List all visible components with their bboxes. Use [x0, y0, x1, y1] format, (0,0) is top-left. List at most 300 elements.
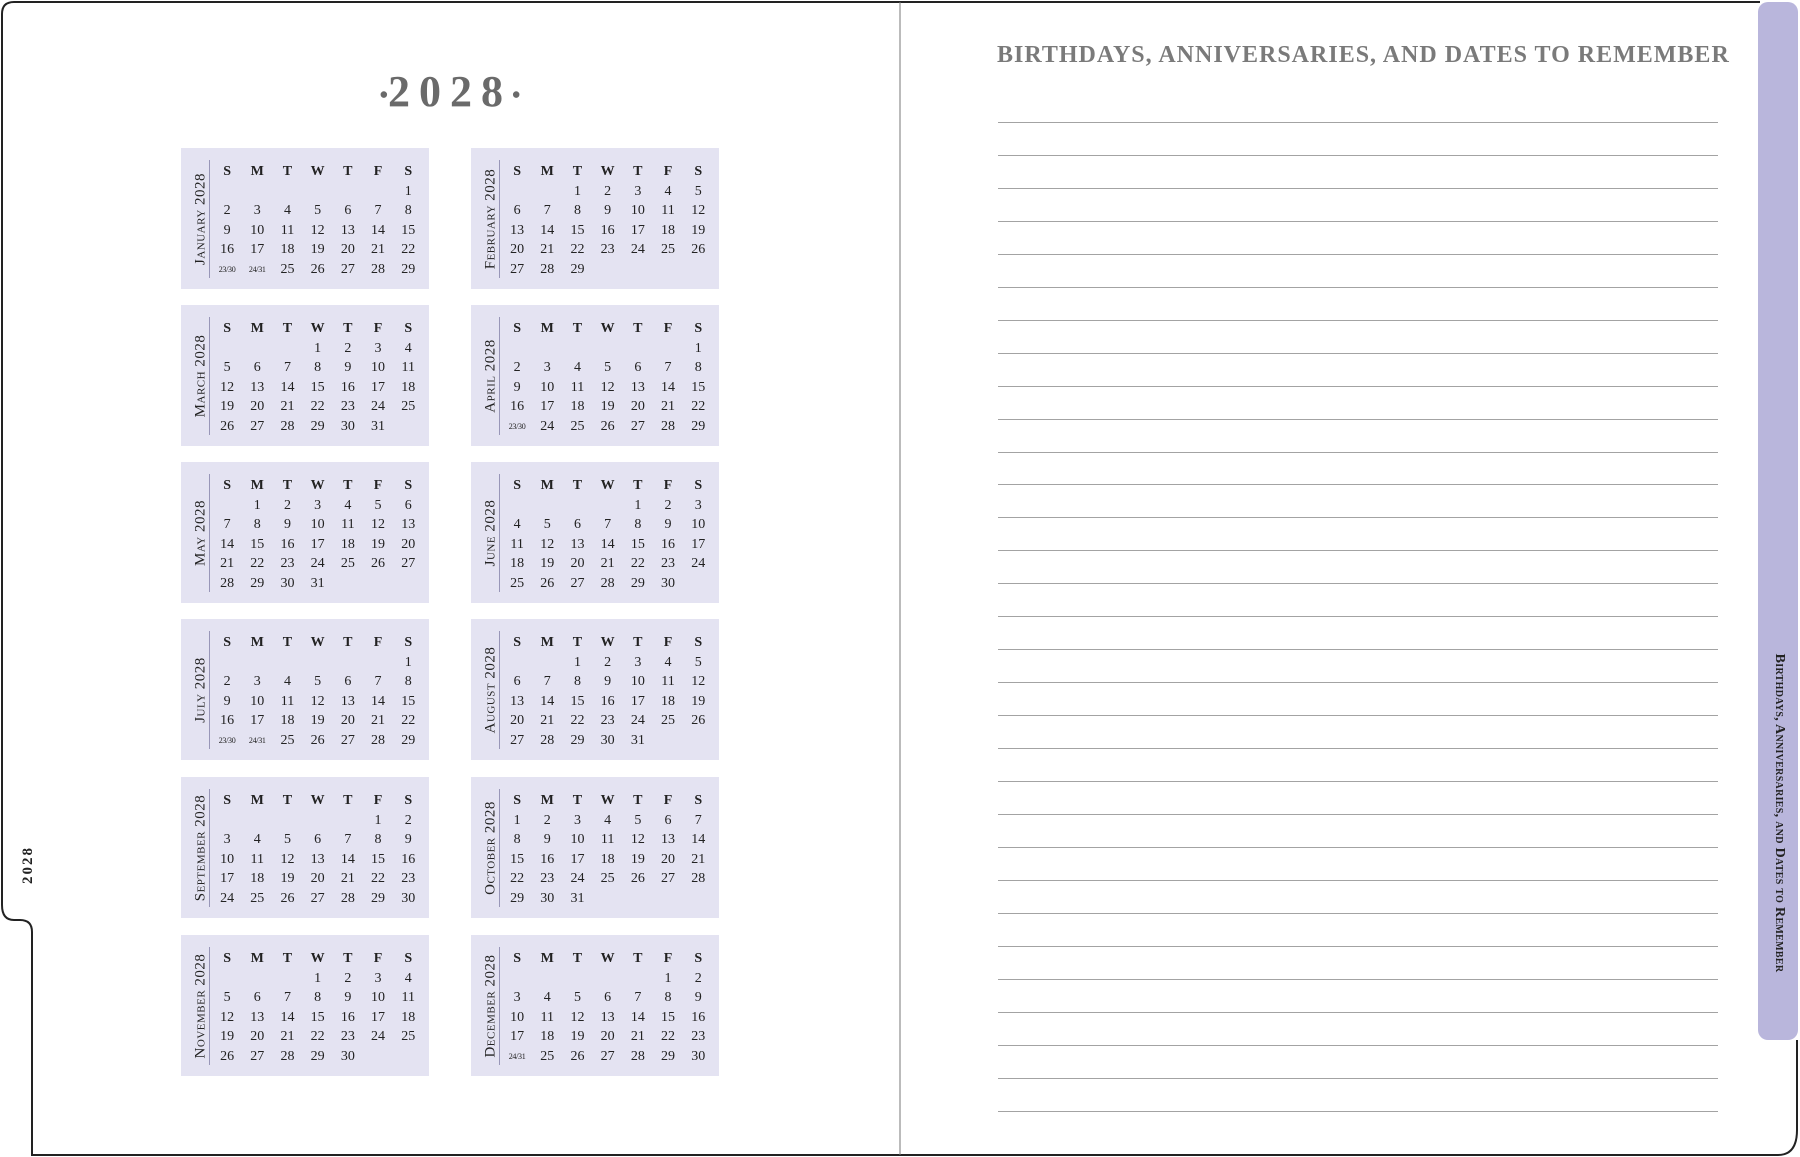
day-cell: 11 [570, 379, 585, 395]
week-row [502, 1047, 713, 1067]
day-cell: 10 [540, 379, 555, 395]
week-row [502, 731, 713, 751]
week-row [212, 182, 423, 202]
writing-line [998, 682, 1718, 683]
day-cell: 29 [371, 890, 386, 906]
day-cell: 14 [371, 222, 386, 238]
week-row [502, 201, 713, 221]
day-cell: 24 [630, 713, 645, 728]
day-cell: 16 [401, 851, 416, 867]
day-cell [623, 339, 653, 359]
day-cell: 22 [661, 1029, 676, 1044]
day-cell [683, 260, 713, 280]
day-cell: 11 [341, 517, 355, 532]
day-cell: 25 [340, 556, 355, 571]
day-cell: 27 [340, 732, 355, 748]
day-cell: 23/30 [218, 735, 236, 745]
weekday-header: T [282, 164, 293, 179]
day-cell: 7 [543, 203, 551, 218]
day-cell [593, 496, 623, 516]
weekday-header: W [310, 951, 325, 966]
day-cell: 9 [404, 832, 412, 847]
month-name-separator [499, 317, 500, 435]
day-cell: 24 [630, 242, 645, 257]
day-cell: 20 [401, 536, 416, 552]
weekday-header: W [600, 321, 615, 336]
day-cell: 16 [691, 1009, 706, 1025]
day-cell: 15 [371, 851, 386, 867]
week-row [502, 417, 713, 437]
day-cell: 7 [604, 517, 612, 532]
day-cell: 14 [540, 222, 555, 238]
weekday-header: W [600, 951, 615, 966]
weekday-header: M [540, 951, 554, 966]
weekday-header: S [694, 321, 703, 336]
writing-line [998, 1111, 1718, 1112]
day-cell: 24/31 [248, 264, 266, 274]
day-cell: 2 [404, 812, 412, 828]
writing-line [998, 155, 1718, 156]
day-cell: 29 [250, 575, 265, 591]
day-cell: 28 [340, 890, 355, 906]
day-cell: 24 [570, 871, 585, 886]
week-row [212, 397, 423, 417]
weekday-header: S [404, 164, 413, 179]
day-cell: 9 [604, 674, 612, 689]
day-cell: 13 [510, 222, 525, 238]
day-cell: 17 [220, 871, 235, 886]
day-cell: 6 [344, 674, 352, 689]
day-cell: 22 [570, 713, 585, 728]
week-row [502, 850, 713, 870]
week-row [502, 969, 713, 989]
day-cell: 1 [314, 340, 322, 356]
month-day-table [212, 162, 423, 279]
day-cell [393, 1047, 423, 1067]
weekday-header: S [694, 635, 703, 650]
day-cell: 18 [570, 399, 585, 414]
day-cell: 18 [340, 536, 355, 552]
weekday-header: T [633, 478, 643, 493]
day-cell: 22 [250, 556, 265, 571]
weekday-header: S [223, 793, 231, 808]
day-cell: 25 [250, 890, 265, 906]
day-cell: 5 [573, 990, 581, 1005]
month-calendar [471, 777, 719, 918]
day-cell: 23 [691, 1029, 706, 1044]
week-row [212, 496, 423, 516]
weekday-header: S [223, 321, 231, 336]
day-cell [393, 417, 423, 437]
day-cell: 22 [371, 871, 386, 886]
day-cell: 8 [513, 832, 521, 847]
day-cell: 3 [513, 990, 521, 1005]
weekday-header: S [513, 793, 521, 808]
week-row [502, 869, 713, 889]
day-cell: 3 [374, 970, 382, 986]
day-cell: 25 [280, 732, 295, 748]
day-cell: 14 [280, 379, 295, 395]
day-cell: 21 [280, 399, 295, 414]
weekday-header: S [513, 478, 521, 493]
day-cell: 4 [404, 340, 412, 356]
week-row [502, 397, 713, 417]
day-cell: 27 [401, 556, 416, 571]
day-cell [593, 889, 623, 909]
day-cell: 28 [280, 1048, 295, 1064]
weekday-header: M [540, 793, 554, 808]
month-name-separator [499, 160, 500, 278]
weekday-header: T [633, 635, 643, 650]
weekday-header: W [310, 164, 325, 179]
day-cell [683, 731, 713, 751]
week-row [212, 515, 423, 535]
day-cell: 31 [310, 575, 325, 591]
day-cell: 1 [513, 812, 521, 828]
weekday-header: T [633, 321, 643, 336]
day-cell: 17 [540, 399, 555, 414]
day-cell: 31 [630, 732, 645, 748]
day-cell [532, 496, 562, 516]
day-cell: 9 [543, 832, 551, 847]
writing-line [998, 287, 1718, 288]
day-cell: 25 [600, 871, 615, 886]
month-day-table [212, 319, 423, 436]
day-cell: 17 [250, 713, 265, 728]
day-cell: 5 [283, 832, 291, 847]
day-cell: 10 [220, 851, 235, 867]
day-cell: 11 [280, 222, 295, 238]
year-tab-label: 2028 [19, 846, 36, 884]
writing-line [998, 320, 1718, 321]
day-cell: 6 [314, 832, 322, 847]
day-cell: 15 [250, 536, 265, 552]
weekday-header: W [600, 164, 615, 179]
weekday-header: M [540, 321, 554, 336]
weekday-header: S [513, 164, 521, 179]
day-cell: 2 [604, 654, 612, 670]
week-row [212, 811, 423, 831]
month-day-table [502, 162, 713, 279]
weekday-header-row [502, 162, 713, 182]
week-row [212, 692, 423, 712]
writing-line [998, 484, 1718, 485]
day-cell: 5 [694, 183, 702, 199]
day-cell: 22 [310, 1029, 325, 1044]
day-cell: 7 [374, 203, 382, 218]
week-row [502, 692, 713, 712]
week-row [212, 554, 423, 574]
weekday-header: F [663, 164, 673, 179]
day-cell: 30 [600, 732, 615, 748]
week-row [502, 496, 713, 516]
day-cell: 16 [661, 536, 676, 552]
week-row [502, 240, 713, 260]
day-cell: 19 [630, 851, 645, 867]
day-cell [303, 182, 333, 202]
day-cell: 21 [340, 871, 355, 886]
week-row [502, 672, 713, 692]
day-cell: 24 [310, 556, 325, 571]
day-cell: 19 [280, 871, 295, 886]
day-cell: 8 [253, 517, 261, 532]
weekday-header: M [540, 635, 554, 650]
day-cell: 13 [340, 693, 355, 709]
day-cell: 27 [630, 418, 645, 434]
day-cell [532, 653, 562, 673]
weekday-header: T [343, 951, 353, 966]
day-cell: 17 [630, 693, 645, 709]
month-name: April 2028 [482, 338, 499, 413]
month-day-table [502, 791, 713, 908]
day-cell: 6 [573, 517, 581, 532]
weekday-header: S [404, 793, 413, 808]
day-cell: 23/30 [218, 264, 236, 274]
month-calendar [471, 148, 719, 289]
month-name: September 2028 [192, 794, 209, 901]
day-cell: 22 [570, 242, 585, 257]
day-cell [242, 811, 272, 831]
month-calendar [471, 305, 719, 446]
day-cell: 31 [570, 890, 585, 906]
day-cell: 30 [691, 1048, 706, 1064]
day-cell: 30 [401, 890, 416, 906]
weekday-header: S [513, 635, 521, 650]
week-row [212, 260, 423, 280]
day-cell: 15 [630, 536, 645, 552]
day-cell: 18 [661, 222, 676, 238]
day-cell [242, 182, 272, 202]
day-cell: 16 [510, 399, 525, 414]
day-cell: 29 [401, 732, 416, 748]
day-cell: 29 [401, 261, 416, 277]
day-cell: 29 [691, 418, 706, 434]
day-cell: 3 [374, 340, 382, 356]
day-cell: 8 [314, 990, 322, 1005]
month-name-separator [209, 947, 210, 1065]
weekday-header: W [600, 793, 615, 808]
day-cell: 4 [283, 674, 291, 689]
month-name-separator [499, 474, 500, 592]
day-cell: 15 [310, 379, 325, 395]
weekday-header: T [572, 321, 583, 336]
month-calendar [181, 777, 429, 918]
day-cell: 12 [570, 1009, 585, 1025]
day-cell: 29 [661, 1048, 676, 1064]
day-cell [653, 260, 683, 280]
weekday-header: T [633, 951, 643, 966]
weekday-header: F [373, 164, 383, 179]
weekday-header: S [694, 478, 703, 493]
writing-line [998, 386, 1718, 387]
weekday-header: F [373, 793, 383, 808]
day-cell: 29 [630, 575, 645, 591]
writing-lines [998, 0, 1718, 1157]
weekday-header: T [572, 793, 583, 808]
week-row [212, 378, 423, 398]
day-cell [683, 574, 713, 594]
day-cell [562, 339, 592, 359]
month-name-separator [209, 160, 210, 278]
day-cell: 24 [540, 418, 555, 434]
day-cell: 10 [570, 832, 585, 847]
weekday-header: F [663, 478, 673, 493]
day-cell: 17 [371, 1009, 386, 1025]
day-cell: 8 [573, 203, 581, 218]
day-cell: 27 [570, 575, 585, 591]
day-cell: 22 [510, 871, 525, 886]
week-row [212, 535, 423, 555]
day-cell: 25 [570, 418, 585, 434]
day-cell: 11 [540, 1009, 555, 1025]
day-cell: 20 [310, 871, 325, 886]
day-cell: 20 [250, 1029, 265, 1044]
day-cell: 5 [543, 517, 551, 532]
day-cell [683, 889, 713, 909]
week-row [502, 221, 713, 241]
week-row [502, 1008, 713, 1028]
writing-line [998, 122, 1718, 123]
day-cell: 23 [661, 556, 676, 571]
day-cell: 15 [401, 693, 416, 709]
day-cell: 12 [540, 536, 555, 552]
week-row [502, 574, 713, 594]
day-cell: 17 [250, 242, 265, 257]
day-cell: 27 [510, 732, 525, 748]
day-cell: 9 [223, 693, 231, 709]
day-cell: 19 [540, 556, 555, 571]
day-cell: 6 [513, 203, 521, 218]
weekday-header-row [502, 791, 713, 811]
month-name: March 2028 [192, 334, 209, 417]
day-cell: 29 [570, 261, 585, 277]
day-cell [532, 182, 562, 202]
weekday-header: S [404, 951, 413, 966]
day-cell: 10 [250, 222, 265, 238]
day-cell [363, 574, 393, 594]
day-cell: 14 [220, 536, 235, 552]
week-row [212, 850, 423, 870]
day-cell: 26 [570, 1048, 585, 1064]
day-cell: 25 [401, 399, 416, 414]
writing-line [998, 913, 1718, 914]
month-calendar [181, 619, 429, 760]
day-cell: 19 [220, 399, 235, 414]
writing-line [998, 188, 1718, 189]
weekday-header: S [694, 164, 703, 179]
day-cell [653, 339, 683, 359]
day-cell: 17 [371, 379, 386, 395]
week-row [502, 811, 713, 831]
day-cell: 17 [570, 851, 585, 867]
weekday-header: T [343, 164, 353, 179]
day-cell: 10 [310, 517, 325, 532]
day-cell: 15 [691, 379, 706, 395]
day-cell: 23 [600, 713, 615, 728]
day-cell: 9 [694, 990, 702, 1005]
day-cell: 1 [573, 183, 581, 199]
week-row [502, 653, 713, 673]
day-cell: 23 [540, 871, 555, 886]
week-row [212, 574, 423, 594]
day-cell: 4 [283, 203, 291, 218]
day-cell: 26 [630, 871, 645, 886]
day-cell: 24/31 [248, 735, 266, 745]
weekday-header: F [663, 951, 673, 966]
day-cell: 16 [540, 851, 555, 867]
day-cell: 17 [510, 1029, 525, 1044]
day-cell: 22 [401, 242, 416, 257]
writing-line [998, 452, 1718, 453]
weekday-header: W [310, 635, 325, 650]
day-cell: 16 [600, 693, 615, 709]
day-cell: 15 [661, 1009, 676, 1025]
day-cell [593, 339, 623, 359]
day-cell: 4 [543, 990, 551, 1005]
day-cell [532, 969, 562, 989]
day-cell: 10 [250, 693, 265, 709]
day-cell [363, 182, 393, 202]
weekday-header: T [572, 164, 583, 179]
day-cell: 21 [691, 851, 706, 867]
month-name-separator [499, 789, 500, 907]
day-cell: 26 [310, 261, 325, 277]
weekday-header: W [600, 635, 615, 650]
day-cell [623, 260, 653, 280]
month-calendar [181, 148, 429, 289]
writing-line [998, 979, 1718, 980]
month-name: February 2028 [482, 168, 499, 269]
weekday-header: F [663, 793, 673, 808]
day-cell: 1 [374, 812, 382, 828]
day-cell: 19 [600, 399, 615, 414]
day-cell: 7 [374, 674, 382, 689]
day-cell: 15 [570, 693, 585, 709]
day-cell: 28 [540, 261, 555, 277]
day-cell [333, 182, 363, 202]
day-cell: 4 [573, 360, 581, 375]
day-cell: 10 [510, 1009, 525, 1025]
month-name: October 2028 [482, 800, 499, 895]
week-row [212, 1008, 423, 1028]
week-row [212, 830, 423, 850]
weekday-header: T [343, 478, 353, 493]
day-cell: 2 [513, 360, 521, 375]
day-cell: 6 [253, 360, 261, 375]
week-row [502, 711, 713, 731]
day-cell: 21 [371, 242, 386, 257]
day-cell [623, 889, 653, 909]
day-cell: 11 [510, 536, 524, 552]
day-cell: 23 [340, 399, 355, 414]
month-name: June 2028 [482, 499, 499, 566]
day-cell: 5 [694, 654, 702, 670]
day-cell [593, 969, 623, 989]
day-cell: 21 [540, 713, 555, 728]
day-cell: 13 [570, 536, 585, 552]
day-cell: 20 [570, 556, 585, 571]
day-cell: 3 [573, 812, 581, 828]
day-cell: 20 [510, 242, 525, 257]
day-cell [272, 969, 302, 989]
day-cell [212, 182, 242, 202]
day-cell: 20 [340, 713, 355, 728]
writing-line [998, 353, 1718, 354]
day-cell: 26 [691, 242, 706, 257]
day-cell: 25 [401, 1029, 416, 1044]
day-cell: 28 [661, 418, 676, 434]
weekday-header: S [694, 793, 703, 808]
